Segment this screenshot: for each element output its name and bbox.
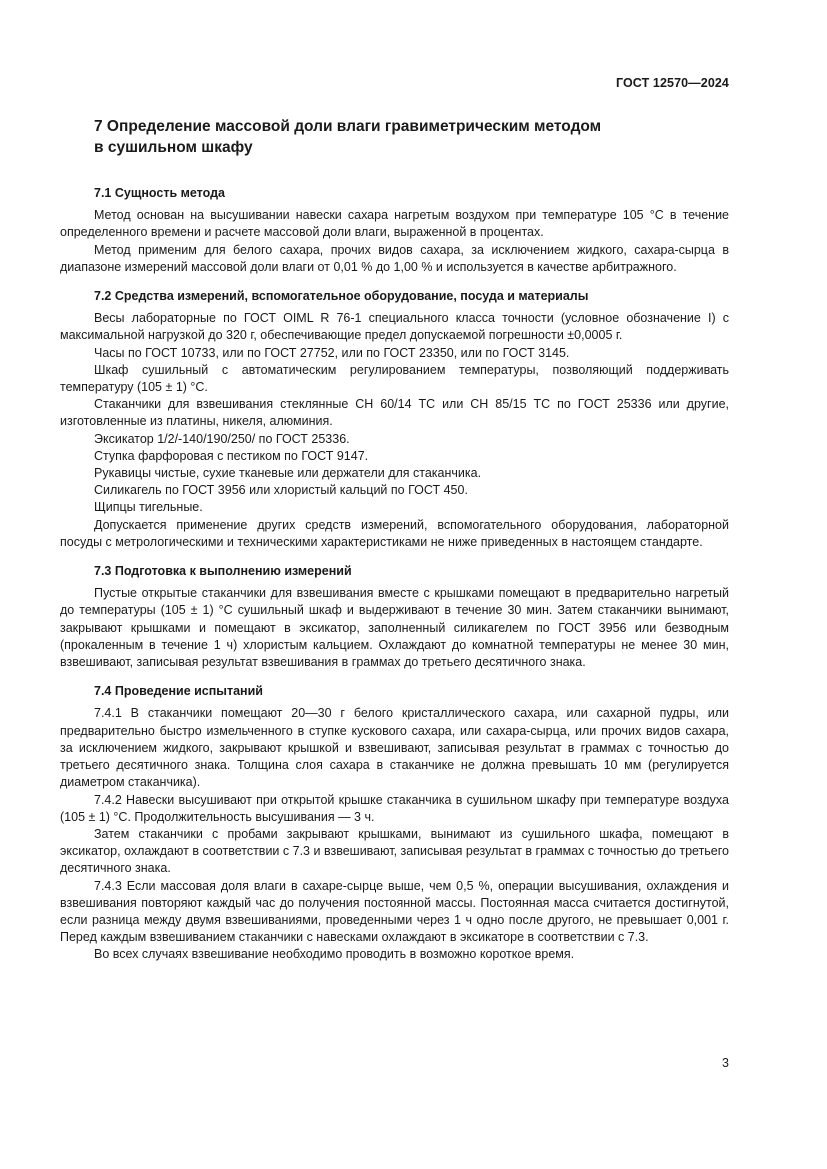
paragraph: Пустые открытые стаканчики для взвешивания вместе с крышками помещают в предварительно нагретый до температуры (105 ± 1) °C сушильный шкаф и выдерживают в течение 30 мин. Затем стаканчики вынимают, закрывают крышками и помещают в эксикатор, заполненный силикагелем по ГОСТ 3956 или безводным (прокаленным в течение 1 ч) хлористым кальцием. Охлаждают до комнатной температуры не менее 30 мин, взвешивают, записывая результат взвешивания в граммах до третьего десятичного знака.	[60, 586, 729, 670]
paragraph: Стаканчики для взвешивания стеклянные СН 60/14 ТС или СН 85/15 ТС по ГОСТ 25336 или другие, изготовленные из платины, никеля, алюминия.	[60, 397, 729, 429]
paragraph: Метод основан на высушивании навески сахара нагретым воздухом при температуре 105 °C в течение определенного времени и расчете массовой доли влаги, выраженной в процентах.	[60, 208, 729, 240]
paragraph: 7.4.1 В стаканчики помещают 20—30 г белого кристаллического сахара, или сахарной пудры, или предварительно быстро измельченного в ступке кускового сахара, или сахара-сырца, или прочих видов сахара, за исключением жидкого, закрывают крышкой и взвешивают, записывая результат в граммах с точностью до третьего десятичного знака. Толщина слоя сахара в стаканчике не должна превышать 10 мм (регулируется диаметром стаканчика).	[60, 706, 729, 790]
paragraph: Допускается применение других средств измерений, вспомогательного оборудования, лабораторной посуды с метрологическими и техническими характеристиками не ниже приведенных в настоящем стандарте.	[60, 517, 729, 549]
paragraph: Рукавицы чистые, сухие тканевые или держатели для стаканчика.	[94, 466, 482, 481]
document-body	[60, 116, 729, 964]
paragraph: Щипцы тигельные.	[94, 500, 203, 515]
paragraph: Ступка фарфоровая с пестиком по ГОСТ 9147.	[94, 448, 369, 463]
section-title-line-1: 7 Определение массовой доли влаги гравиметрическим методом	[94, 118, 602, 135]
paragraph: 7.4.2 Навески высушивают при открытой крышке стаканчика в сушильном шкафу при температуре воздуха (105 ± 1) °C. Продолжительность высушивания — 3 ч.	[60, 792, 729, 824]
subsection-title-7-1: 7.1 Сущность метода	[94, 186, 225, 200]
paragraph: Шкаф сушильный с автоматическим регулированием температуры, позволяющий поддерживать температуру (105 ± 1) °C.	[60, 362, 729, 395]
subsection-title-7-2: 7.2 Средства измерений, вспомогательное оборудование, посуда и материалы	[94, 289, 589, 304]
paragraph: Затем стаканчики с пробами закрывают крышками, вынимают из сушильного шкафа, помещают в эксикатор, охлаждают в соответствии с 7.3 и взвешивают, записывая результат в граммах с точностью до третьего десятичного знака.	[60, 826, 729, 876]
paragraph: Эксикатор 1/2/-140/190/250/ по ГОСТ 25336.	[94, 431, 350, 446]
subsection-title-7-3: 7.3 Подготовка к выполнению измерений	[94, 564, 352, 579]
subsection-title-7-4: 7.4 Проведение испытаний	[94, 684, 263, 699]
paragraph: 7.4.3 Если массовая доля влаги в сахаре-сырце выше, чем 0,5 %, операции высушивания, охлаждения и взвешивания повторяют каждый час до получения постоянной массы. Постоянная масса считается достигнутой, если разница между двумя взвешиваниями, проведенными через 1 ч одно после другого, не превышает 0,001 г. Перед каждым взвешиванием стаканчики с навесками охлаждают в эксикаторе в соответствии с 7.3.	[60, 878, 729, 945]
paragraph: Силикагель по ГОСТ 3956 или хлористый кальций по ГОСТ 450.	[94, 483, 468, 498]
page-number: 3	[722, 1056, 729, 1070]
section-title-line-2: в сушильном шкафу	[94, 139, 253, 156]
document-designation: ГОСТ 12570—2024	[615, 76, 729, 90]
paragraph: Метод применим для белого сахара, прочих видов сахара, за исключением жидкого, сахара-сырца в диапазоне измерений массовой доли влаги от 0,01 % до 1,00 % и используется в качестве арбитражного.	[60, 242, 729, 274]
section-title	[94, 116, 729, 158]
paragraph: Во всех случаях взвешивание необходимо проводить в возможно короткое время.	[94, 947, 575, 962]
paragraph: Часы по ГОСТ 10733, или по ГОСТ 27752, или по ГОСТ 23350, или по ГОСТ 3145.	[94, 345, 570, 360]
paragraph: Весы лабораторные по ГОСТ OIML R 76-1 специального класса точности (условное обозначение I) с максимальной нагрузкой до 320 г, обеспечивающие предел допускаемой погрешности ±0,0005 г.	[60, 311, 729, 343]
